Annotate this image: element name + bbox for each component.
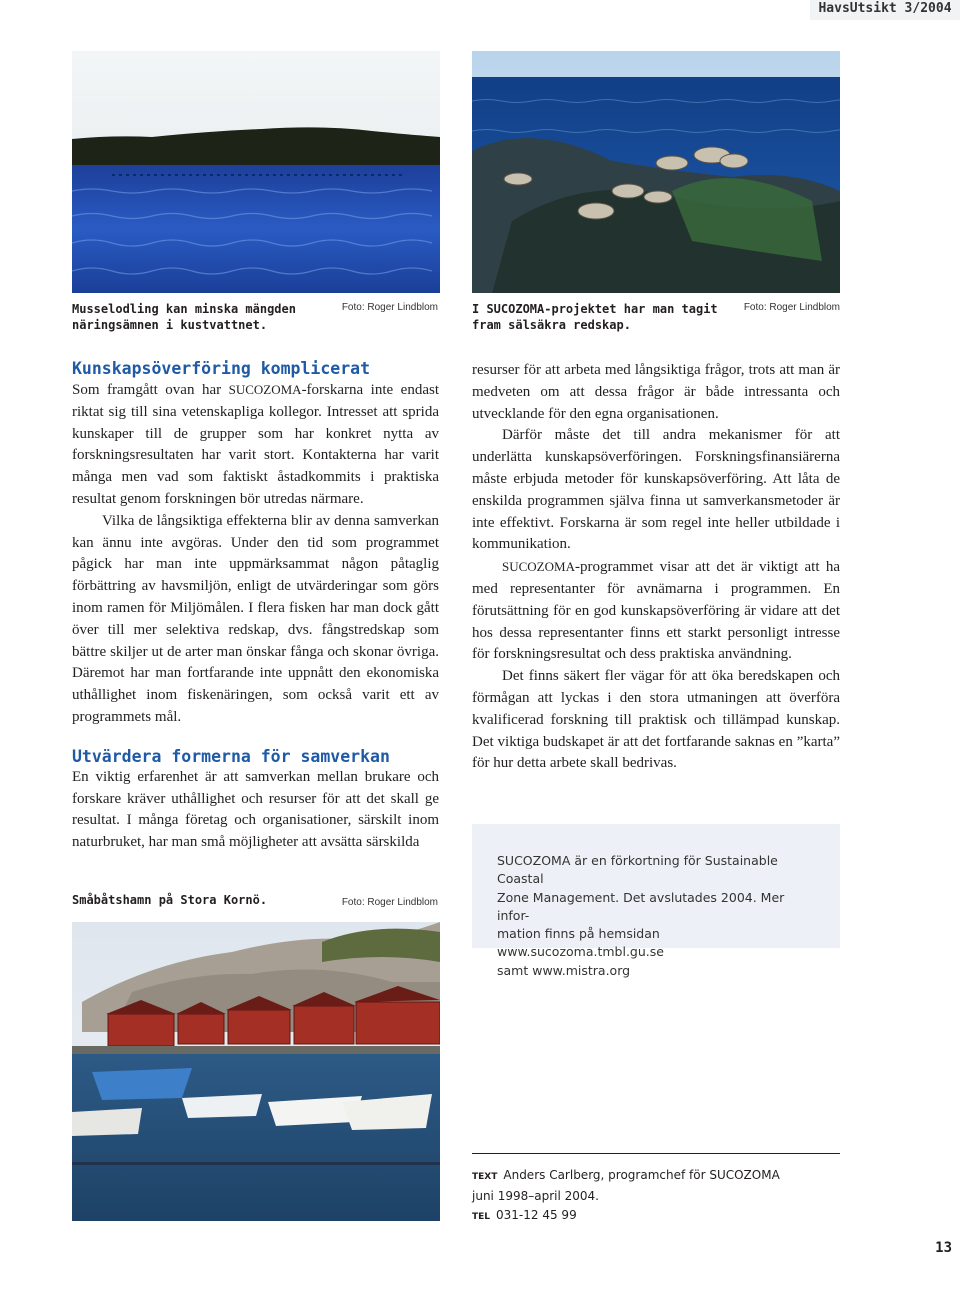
harbour-photo-caption: Småbåtshamn på Stora Kornö. xyxy=(72,893,268,907)
magazine-header: HavsUtsikt 3/2004 xyxy=(810,0,960,20)
article-body-left xyxy=(72,379,439,729)
caption-line: fram sälsäkra redskap. xyxy=(472,318,631,332)
author-name: Anders Carlberg, programchef för SUCOZOMA xyxy=(503,1168,780,1182)
info-line: SUCOZOMA är en förkortning för Sustainable Coastal xyxy=(497,853,778,887)
author-phone-line xyxy=(472,1206,840,1227)
text-span: -forskarna inte endast riktat sig till sina vetenskapliga kollegor. Intresset att sprida kunskaper till de grupper som har konkret nytta av forskningsresultaten har varit stort. Kontakterna har varit många men vad som faktiskt åstadkommits i praktiska resultat genom forskningen bör utredas närmare. xyxy=(72,382,439,507)
author-dates: juni 1998–april 2004. xyxy=(472,1189,599,1203)
article-left-column xyxy=(72,359,439,854)
program-name: SUCOZOMA xyxy=(228,382,302,397)
author-block xyxy=(472,1166,840,1227)
article-body-left-2 xyxy=(72,767,439,854)
mussel-photo-credit: Foto: Roger Lindblom xyxy=(341,302,438,313)
caption-line: näringsämnen i kustvattnet. xyxy=(72,318,268,332)
article-right-column xyxy=(472,360,840,775)
heading-utvardera: Utvärdera formerna för samverkan xyxy=(72,746,390,766)
paragraph: Det finns säkert fler vägar för att öka beredskapen och förmågan att lyckas i den stora utmaningen att överföra kvalificerad forskning till praktisk och tillämpad kunskap. Det viktiga budskapet är att det fortfarande saknas en ”karta” för hur detta arbete skall bedrivas. xyxy=(472,668,840,772)
page-number: 13 xyxy=(935,1240,952,1256)
caption-line: Musselodling kan minska mängden xyxy=(72,302,296,316)
paragraph xyxy=(472,556,840,666)
tel-label: TEL xyxy=(472,1212,491,1222)
paragraph: Därför måste det till andra mekanismer för att underlätta kunskapsöverföringen. Forskningsfinansiärerna måste erbjuda metoder för kunskapsöverföring. Att låta de enskilda programmen själva finna ut samverkansmetoder är inte effektivt. Forskarna är som regel inte heller utbildade i kommunikation. xyxy=(472,427,840,553)
photo-harbour xyxy=(72,922,440,1221)
harbour-image xyxy=(72,922,440,1221)
text-span: Som framgått ovan har xyxy=(72,382,229,398)
photo-mussel-farm xyxy=(72,51,440,293)
sucozoma-info-box xyxy=(472,824,840,978)
mussel-photo-caption xyxy=(72,301,332,333)
author-line xyxy=(472,1166,840,1187)
phone-number: 031-12 45 99 xyxy=(496,1208,577,1222)
harbour-photo-credit: Foto: Roger Lindblom xyxy=(341,897,438,908)
info-line: mation finns på hemsidan www.sucozoma.tmbl.gu.se xyxy=(497,926,664,960)
seals-image xyxy=(472,51,840,293)
info-line: Zone Management. Det avslutades 2004. Mer infor- xyxy=(497,889,785,923)
paragraph xyxy=(72,379,439,511)
seals-photo-credit: Foto: Roger Lindblom xyxy=(743,302,840,313)
photo-seals xyxy=(472,51,840,293)
text-label: TEXT xyxy=(472,1172,498,1182)
author-divider xyxy=(472,1153,840,1154)
paragraph: resurser för att arbeta med långsiktiga frågor, trots att man är medveten om att dessa frågor är både intressanta och utvecklande för den egna organisationen. xyxy=(472,362,840,422)
paragraph: Vilka de långsiktiga effekterna blir av denna samverkan kan ännu inte avgöras. Under den tid som programmet pågick har man inte uppmärksammat någon påtaglig förbättring av havsmiljön, enligt de utvärderingar som görs inom ramen för Miljömålen. I flera fisken har man dock gått över till mer selektiva redskap, dvs. fångstredskap som bättre skiljer ut de arter man önskar fånga och skonar övriga. Däremot har man fortfarande inte uppnått den ekonomiska uthållighet inom fiskenäringen, som också varit ett av programmets mål. xyxy=(72,512,439,725)
heading-kunskapsoverforing: Kunskapsöverföring komplicerat xyxy=(72,359,371,378)
info-line: samt www.mistra.org xyxy=(497,962,631,978)
text-span: -programmet visar att det är viktigt att ha med representanter för avnämarna i programmen. En förutsättning för en god kunskapsöverföring är vidare att det hos dessa representanter finns ett starkt personligt intresse för forskningsresultat och dess praktiska användning. xyxy=(472,559,840,663)
program-name: SUCOZOMA xyxy=(502,559,575,575)
paragraph: En viktig erfarenhet är att samverkan mellan brukare och forskare kräver uthållighet och resurser för att det skall ge resultat. I många företag och organisationer, särskilt inom naturbruket, har man små möjligheter att avsätta särskilda xyxy=(72,768,439,851)
mussel-farm-image xyxy=(72,51,440,293)
caption-line: I SUCOZOMA-projektet har man tagit xyxy=(472,302,718,316)
